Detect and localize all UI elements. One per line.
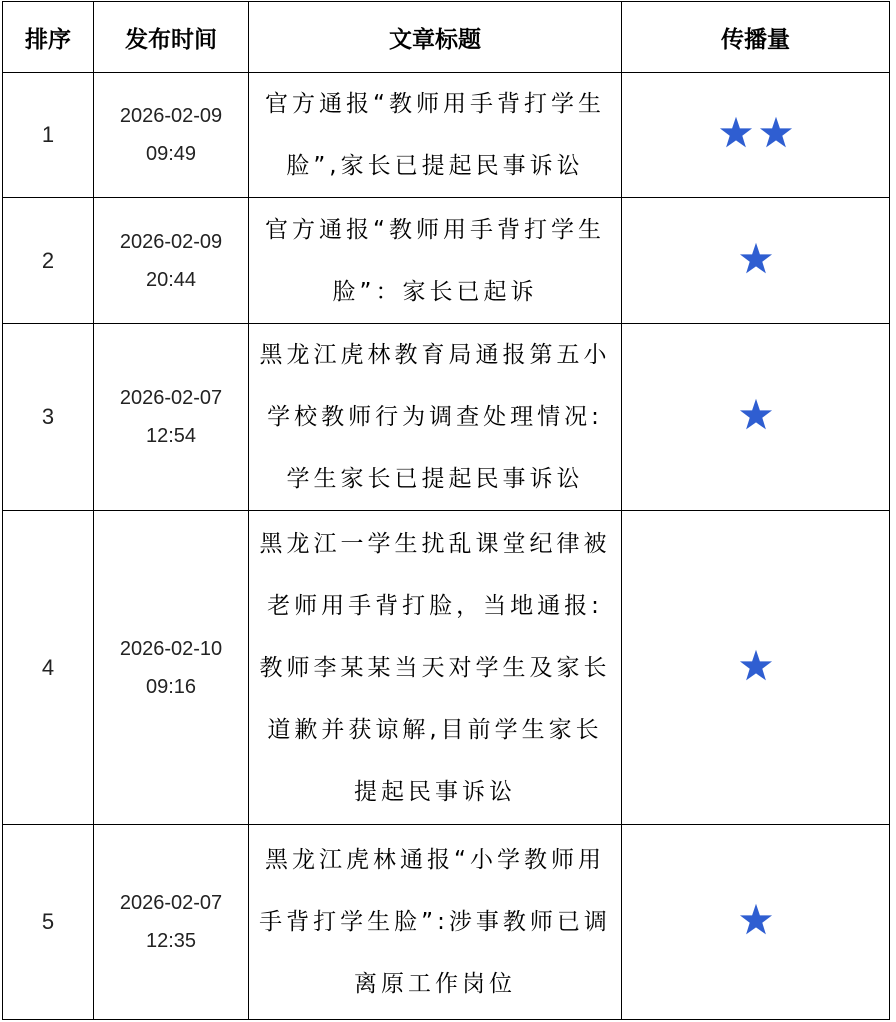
- star-rating: [736, 902, 776, 938]
- spread-cell: [622, 825, 890, 1020]
- publish-date: 2026-02-07: [119, 892, 223, 914]
- publish-time-cell: [94, 825, 249, 1020]
- rank-cell: 4: [3, 511, 94, 825]
- rank-cell: 3: [3, 324, 94, 511]
- header-article-title: 文章标题: [249, 2, 622, 73]
- star-icon: [758, 115, 794, 151]
- publish-clock: 20:44: [145, 268, 197, 291]
- publish-time-cell: [94, 198, 249, 324]
- publish-time-cell: [94, 73, 249, 198]
- table-row: [3, 73, 890, 198]
- rank-cell: 5: [3, 825, 94, 1020]
- rank-cell: 1: [3, 73, 94, 198]
- table-row: [3, 324, 890, 511]
- table-row: [3, 198, 890, 324]
- publish-clock: 09:16: [145, 675, 197, 698]
- publish-date: 2026-02-07: [119, 387, 223, 409]
- rank-cell: 2: [3, 198, 94, 324]
- header-spread: 传播量: [622, 2, 890, 73]
- star-rating: [736, 648, 776, 684]
- article-title-cell: 黑龙江一学生扰乱课堂纪律被老师用手背打脸，当地通报:教师李某某当天对学生及家长道歉并获谅解,目前学生家长提起民事诉讼: [249, 511, 622, 825]
- header-publish-time: 发布时间: [94, 2, 249, 73]
- publish-clock: 12:54: [145, 425, 197, 447]
- publish-clock: 12:35: [145, 930, 197, 952]
- publish-clock: 09:49: [145, 143, 197, 165]
- spread-cell: [622, 511, 890, 825]
- article-title-cell: 黑龙江虎林通报“小学教师用手背打学生脸”:涉事教师已调离原工作岗位: [249, 825, 622, 1020]
- article-title-cell: 黑龙江虎林教育局通报第五小学校教师行为调查处理情况:学生家长已提起民事诉讼: [249, 324, 622, 511]
- star-icon: [718, 115, 754, 151]
- spread-cell: [622, 324, 890, 511]
- header-rank: 排序: [3, 2, 94, 73]
- table-row: [3, 825, 890, 1020]
- article-title-cell: 官方通报“教师用手背打学生脸”,家长已提起民事诉讼: [249, 73, 622, 198]
- star-icon: [738, 648, 774, 684]
- star-icon: [738, 902, 774, 938]
- publish-time-cell: [94, 324, 249, 511]
- header-row: [3, 2, 890, 73]
- star-rating: [736, 397, 776, 433]
- publish-date: 2026-02-10: [119, 637, 223, 660]
- ranking-table: [2, 1, 890, 1020]
- star-rating: [716, 115, 796, 151]
- publish-time-cell: [94, 511, 249, 825]
- article-title-cell: 官方通报“教师用手背打学生脸”：家长已起诉: [249, 198, 622, 324]
- spread-cell: [622, 73, 890, 198]
- star-icon: [738, 241, 774, 277]
- publish-date: 2026-02-09: [119, 105, 223, 127]
- star-icon: [738, 397, 774, 433]
- publish-date: 2026-02-09: [119, 230, 223, 253]
- spread-cell: [622, 198, 890, 324]
- star-rating: [736, 241, 776, 277]
- table-row: [3, 511, 890, 825]
